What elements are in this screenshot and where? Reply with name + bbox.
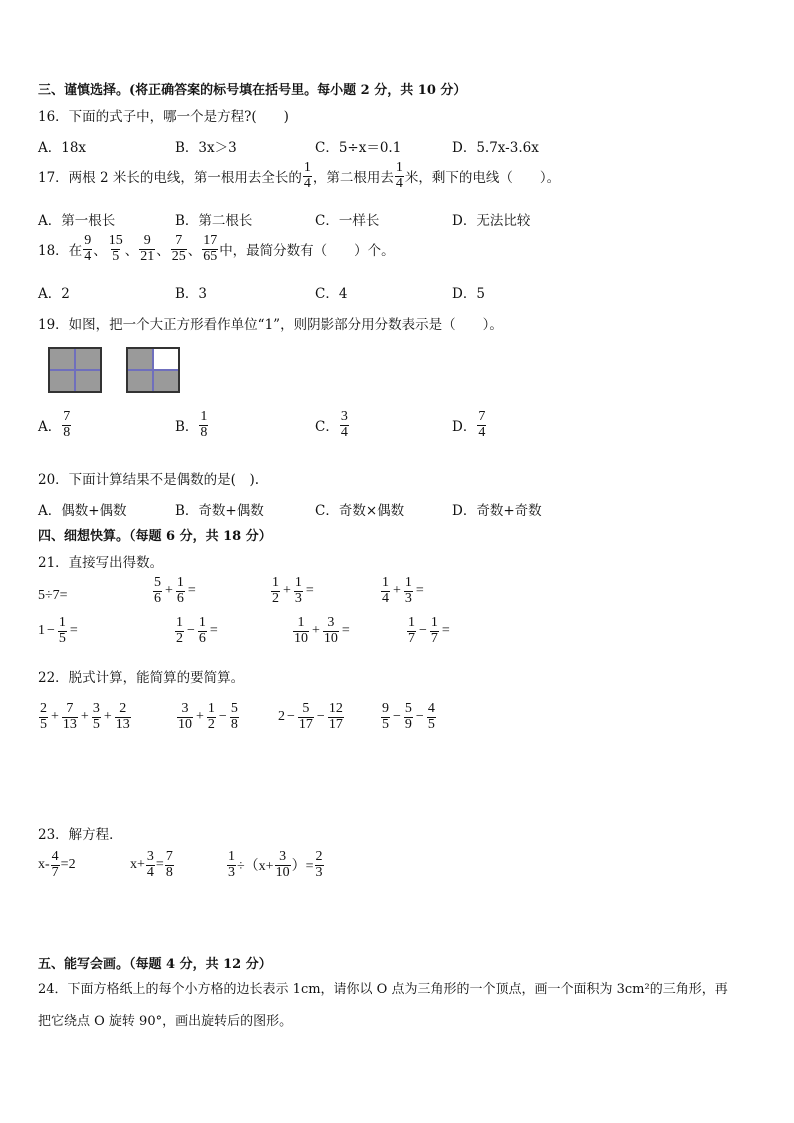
q19-option-a: A． $\frac{7}{8}$ bbox=[38, 409, 71, 440]
q22-item-2: $\frac{3}{10}$ + $\frac{1}{2}$ − $\frac{5}{8}$ bbox=[178, 701, 238, 732]
q23-equation-2: x+ $\frac{3}{4}$ = $\frac{7}{8}$ bbox=[130, 849, 173, 880]
q18-frac-2: $\frac{15}{5}$ bbox=[108, 233, 123, 264]
q19-option-c: C． $\frac{3}{4}$ bbox=[315, 409, 348, 440]
q18-frac-4: $\frac{7}{25}$ bbox=[171, 233, 186, 264]
q16-stem: 16．下面的式子中，哪一个是方程?( ) bbox=[38, 109, 289, 125]
q18-frac-5: $\frac{17}{65}$ bbox=[203, 233, 218, 264]
q18-option-a: A．2 bbox=[38, 286, 70, 302]
q17-frac1: $\frac{1}{4}$ bbox=[303, 160, 311, 191]
q24-line-1: 24．下面方格纸上的每个小方格的边长表示 1cm，请你以 O 点为三角形的一个顶点，画一个面积为 3cm²的三角形，再 bbox=[38, 982, 728, 997]
q16-option-b: B．3x＞3 bbox=[175, 140, 237, 156]
q21-item-2: $\frac{5}{6}$ + $\frac{1}{6}$ = bbox=[154, 575, 196, 606]
q19-option-b: B． $\frac{1}{8}$ bbox=[175, 409, 208, 440]
q20-option-d: D．奇数+奇数 bbox=[452, 503, 542, 519]
q19-stem: 19．如图，把一个大正方形看作单位“1”，则阴影部分用分数表示是（ ）。 bbox=[38, 317, 503, 333]
q19-option-d: D． $\frac{7}{4}$ bbox=[452, 409, 486, 440]
q17-option-b: B．第二根长 bbox=[175, 213, 253, 229]
q21-item-3: $\frac{1}{2}$ + $\frac{1}{3}$ = bbox=[272, 575, 314, 606]
q22-item-4: $\frac{9}{5}$ − $\frac{5}{9}$ − $\frac{4}{5}$ bbox=[382, 701, 435, 732]
q21-item-8: $\frac{1}{7}$ − $\frac{1}{7}$ = bbox=[408, 615, 450, 646]
q17-option-c: C．一样长 bbox=[315, 213, 380, 229]
q18-frac-1: $\frac{9}{4}$ bbox=[84, 233, 92, 264]
section3-title: 三、谨慎选择。(将正确答案的标号填在括号里。每小题 2 分，共 10 分） bbox=[38, 83, 467, 98]
q17-frac2: $\frac{1}{4}$ bbox=[395, 160, 403, 191]
q21-item-1: 5÷7= bbox=[38, 588, 68, 603]
q23-equation-1: x- $\frac{4}{7}$ =2 bbox=[38, 849, 76, 880]
q20-stem: 20．下面计算结果不是偶数的是( ). bbox=[38, 472, 260, 488]
q18-option-c: C．4 bbox=[315, 286, 348, 302]
section4-title: 四、细想快算。（每题 6 分，共 18 分） bbox=[38, 529, 272, 544]
q19-square-full bbox=[48, 347, 102, 393]
q19-square-partial bbox=[126, 347, 180, 393]
q21-item-7: $\frac{1}{10}$ + $\frac{3}{10}$ = bbox=[294, 615, 350, 646]
q21-item-5: 1 − $\frac{1}{5}$ = bbox=[38, 615, 78, 646]
q22-stem: 22．脱式计算，能简算的要简算。 bbox=[38, 670, 245, 686]
q18-stem: 18．在 $\frac{9}{4}$ 、 $\frac{15}{5}$ 、 $\frac{9}{21}$ 、 $\frac{7}{25}$ 、 $\frac{17}{65}$ 中，最简分数有（ ）个。 bbox=[38, 233, 395, 264]
q22-item-3: 2 − $\frac{5}{17}$ − $\frac{12}{17}$ bbox=[278, 701, 343, 732]
q20-option-a: A．偶数+偶数 bbox=[38, 503, 127, 519]
q23-equation-3: $\frac{1}{3}$ ÷（x+ $\frac{3}{10}$ ）= $\frac{2}{3}$ bbox=[228, 849, 323, 880]
q20-option-b: B．奇数+偶数 bbox=[175, 503, 264, 519]
q18-option-d: D．5 bbox=[452, 286, 485, 302]
q21-stem: 21．直接写出得数。 bbox=[38, 555, 164, 571]
section5-title: 五、能写会画。（每题 4 分，共 12 分） bbox=[38, 957, 272, 972]
q21-item-4: $\frac{1}{4}$ + $\frac{1}{3}$ = bbox=[382, 575, 424, 606]
q20-option-c: C．奇数×偶数 bbox=[315, 503, 405, 519]
q17-stem: 17．两根 2 米长的电线，第一根用去全长的 $\frac{1}{4}$ ，第二根用去 $\frac{1}{4}$ 米，剩下的电线（ ）。 bbox=[38, 160, 561, 191]
q17-option-a: A．第一根长 bbox=[38, 213, 116, 229]
q22-item-1: $\frac{2}{5}$ + $\frac{7}{13}$ + $\frac{3}{5}$ + $\frac{2}{13}$ bbox=[40, 701, 130, 732]
q24-line-2: 把它绕点 O 旋转 90°，画出旋转后的图形。 bbox=[38, 1014, 293, 1029]
q18-frac-3: $\frac{9}{21}$ bbox=[140, 233, 155, 264]
q16-option-d: D．5.7x-3.6x bbox=[452, 140, 539, 156]
q16-option-c: C．5÷x＝0.1 bbox=[315, 140, 402, 156]
q23-stem: 23．解方程． bbox=[38, 827, 123, 843]
q17-option-d: D．无法比较 bbox=[452, 213, 531, 229]
q16-option-a: A．18x bbox=[38, 140, 87, 156]
q18-option-b: B．3 bbox=[175, 286, 208, 302]
q21-item-6: $\frac{1}{2}$ − $\frac{1}{6}$ = bbox=[176, 615, 218, 646]
